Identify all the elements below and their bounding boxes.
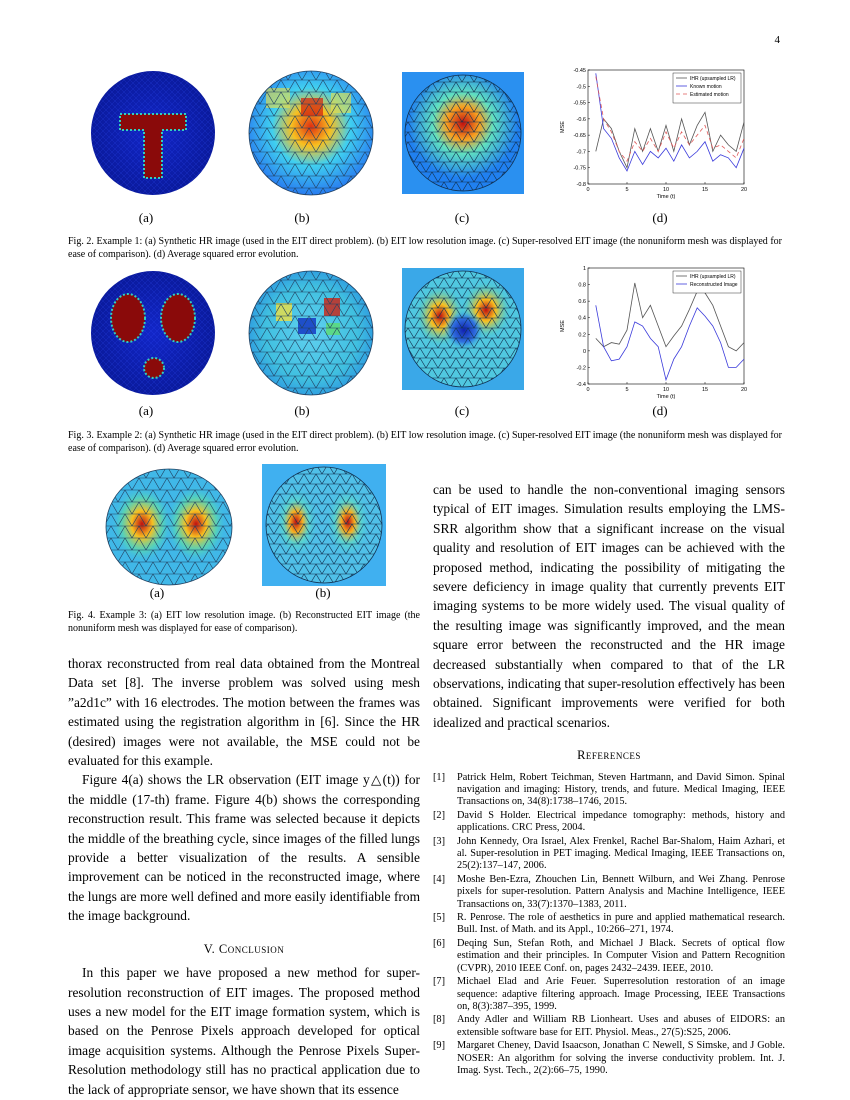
reference-item [433, 874, 785, 911]
fig2-label-d: (d) [652, 210, 668, 225]
fig4-label-b: (b) [315, 585, 331, 600]
right-column [433, 480, 785, 1078]
reference-text: Moshe Ben-Ezra, Zhouchen Lin, Bennett Wilburn, and Wei Zhang. Penrose pixels for super-resolution. Pattern Analysis and Machine Intelligence, IEEE Transactions on, 33(7):1370–1383, 2011. [457, 873, 785, 910]
reference-number: [2] [433, 809, 446, 821]
page-number: 4 [774, 34, 780, 46]
reference-text: R. Penrose. The role of aesthetics in pure and applied mathematical research. Bull. Inst. of Math. and its Appl., 10:266–271, 1974. [457, 912, 785, 936]
reference-number: [8] [433, 1014, 446, 1026]
y-tick-label: 0.6 [578, 299, 586, 306]
reference-number: [6] [433, 938, 446, 950]
fig4b-reconstructed-image [262, 464, 386, 586]
legend-entry: Reconstructed Image [690, 282, 738, 288]
fig4-caption: Fig. 4. Example 3: (a) EIT low resolution image. (b) Reconstructed EIT image (the nonuniform mesh was displayed for ease of comparison). [68, 610, 420, 634]
legend-entry: IHR (upsampled LR) [690, 76, 736, 82]
reference-number: [7] [433, 976, 446, 988]
y-tick-label: 1 [582, 266, 586, 272]
references-list [433, 772, 785, 1078]
fig2d-mse-chart [556, 66, 750, 206]
y-tick-label: 0.2 [578, 332, 586, 339]
reference-text: Michael Elad and Arie Feuer. Superresolution restoration of an image sequence: adaptive filtering approach. Image Processing, IEEE Transactions on, 8(3):387–395, 1999. [457, 976, 785, 1012]
reference-item [433, 938, 785, 975]
reference-text: Deqing Sun, Stefan Roth, and Michael J Black. Secrets of optical flow estimation and their principles. In Computer Vision and Pattern Recognition (CVPR), 2010 IEEE Conf. on, pages 2432–2439. IEEE, 2010. [457, 938, 785, 974]
y-axis-label: MSE [560, 121, 566, 133]
reference-number: [1] [433, 771, 446, 783]
reference-item [433, 1040, 785, 1077]
x-tick-label: 15 [701, 187, 709, 193]
y-tick-label: 0 [582, 348, 586, 355]
x-tick-label: 5 [625, 387, 629, 393]
fig2a-hr-image [88, 68, 218, 198]
fig3d-mse-chart [556, 264, 750, 406]
reference-number: [5] [433, 912, 446, 924]
fig3-label-c: (c) [454, 403, 470, 418]
fig2-caption: Fig. 2. Example 1: (a) Synthetic HR image (used in the EIT direct problem). (b) EIT low resolution image. (c) Super-resolved EIT image (the nonuniform mesh was displayed for ease of comparison). (d) Average squared error evolution. [68, 236, 782, 260]
fig3-caption: Fig. 3. Example 2: (a) Synthetic HR image (used in the EIT direct problem). (b) EIT low resolution image. (c) Super-resolved EIT image (the nonuniform mesh was displayed for ease of comparison). (d) Average squared error evolution. [68, 430, 782, 454]
fig3b-lr-image [246, 268, 376, 398]
left-para-2: Figure 4(a) shows the LR observation (EIT image y△(t)) for the middle (17-th) frame. Figure 4(b) shows the corresponding reconstruction result. This frame was selected because it depicts the middle of the breathing cycle, since images of the filled lungs provide a better visualization of the results. A sensible improvement can be noticed in the reconstructed image, where the lungs are more well defined and more easily identifiable from the image background. [68, 772, 420, 924]
x-axis-label: Time (t) [656, 194, 676, 200]
fig4a-lr-image [104, 466, 234, 588]
fig2b-lr-image [246, 68, 376, 198]
y-tick-label: -0.4 [576, 382, 586, 388]
x-axis-label: Time (t) [656, 394, 676, 400]
x-tick-label: 20 [740, 187, 748, 193]
reference-text: John Kennedy, Ora Israel, Alex Frenkel, Rachel Bar-Shalom, Haim Azhari, et al. Super-resolution in PET imaging. Medical Imaging, IEEE Transactions on, 25(2):137–147, 2006. [457, 835, 785, 872]
fig3-label-d: (d) [652, 403, 668, 418]
reference-item [433, 1014, 785, 1039]
y-axis-label: MSE [560, 320, 566, 332]
y-tick-label: -0.75 [573, 165, 586, 172]
reference-text: David S Holder. Electrical impedance tomography: methods, history and applications. CRC Press, 2004. [457, 809, 785, 834]
legend-entry: Known motion [690, 84, 722, 90]
y-tick-label: 0.4 [578, 315, 586, 322]
fig3c-sr-image [402, 268, 524, 390]
left-para-3: In this paper we have proposed a new method for super-resolution reconstruction of EIT images. The proposed method uses a new model for the EIT image formation system, which is based on the Penrose Pixels approach developed for optical image acquisition systems. Although the Penrose Pixels Super-Resolution methodology still has no practical application due to the lack of appropriate sensor, we have shown that its essence [68, 965, 420, 1097]
reference-number: [9] [433, 1040, 446, 1052]
x-tick-label: 15 [701, 387, 709, 393]
y-tick-label: -0.55 [573, 100, 586, 107]
y-tick-label: -0.8 [576, 182, 586, 188]
reference-text: Andy Adler and William RB Lionheart. Uses and abuses of EIDORS: an extensible software base for EIT. Physiol. Meas., 27(5):S25, 2006. [457, 1014, 785, 1038]
reference-item [433, 912, 785, 937]
y-tick-label: -0.6 [576, 116, 586, 123]
reference-text: Patrick Helm, Robert Teichman, Steven Hartmann, and David Simon. Spinal navigation and imaging: History, trends, and future. Medical Imaging, IEEE Transactions on, 34(8):1738–1746, 2015. [457, 771, 785, 808]
fig2-label-b: (b) [294, 210, 310, 225]
reference-item [433, 836, 785, 873]
reference-text: Margaret Cheney, David Isaacson, Jonathan C Newell, S Simske, and J Goble. NOSER: An algorithm for solving the inverse conductivity problem. Int. J. Imag. Syst. Tech., 2(2):66–75, 1990. [457, 1040, 785, 1076]
references-title: References [577, 748, 641, 763]
y-tick-label: 0.8 [578, 282, 586, 289]
fig3-label-b: (b) [294, 403, 310, 418]
reference-number: [3] [433, 835, 446, 847]
section-title-conclusion: V. Conclusion [203, 941, 285, 956]
fig2-label-a: (a) [138, 210, 154, 225]
x-tick-label: 20 [740, 387, 748, 393]
reference-item [433, 810, 785, 835]
x-tick-label: 0 [586, 187, 590, 193]
left-para-1: thorax reconstructed from real data obtained from the Montreal Data set [8]. The inverse problem was solved using mesh ”a2d1c” with 16 electrodes. The motion between the frames was estimated using the registration algorithm in [6]. Since the HR (desired) images were not available, the MSE could not be evaluated for this example. [68, 656, 420, 769]
right-para-1: can be used to handle the non-conventional imaging sensors typical of EIT images. Simulation results employing the LMS-SRR algorithm show that a significant increase on the visual quality and resolution of EIT images can be achieved with the proposed method, indicating the possibility of mitigating the severe deficiency in image quality that currently prevents EIT imaging systems to be more widely used. The visual quality of the resulting image was significantly improved, and the mean square error between the reconstructed and the HR image decreased substantially when compared to that of the LR observations, indicating that super-resolution effectively has been obtained. Significant improvements were verified for both idealized and practical scenarios. [433, 482, 785, 730]
reference-item [433, 976, 785, 1013]
y-tick-label: -0.65 [573, 133, 586, 140]
x-tick-label: 10 [662, 187, 670, 193]
x-tick-label: 10 [662, 387, 670, 393]
left-column [68, 654, 420, 1099]
fig3-label-a: (a) [138, 403, 154, 418]
legend-entry: IHR (upsampled LR) [690, 274, 736, 280]
fig3a-hr-image [88, 268, 218, 398]
y-tick-label: -0.2 [576, 365, 586, 372]
y-tick-label: -0.5 [576, 84, 586, 91]
fig2c-sr-image [402, 72, 524, 194]
fig2-label-c: (c) [454, 210, 470, 225]
fig4-label-a: (a) [149, 585, 165, 600]
reference-item [433, 772, 785, 809]
y-tick-label: -0.45 [573, 68, 586, 74]
legend-entry: Estimated motion [690, 92, 729, 98]
x-tick-label: 5 [625, 187, 629, 193]
x-tick-label: 0 [586, 387, 590, 393]
y-tick-label: -0.7 [576, 149, 586, 156]
reference-number: [4] [433, 873, 446, 885]
